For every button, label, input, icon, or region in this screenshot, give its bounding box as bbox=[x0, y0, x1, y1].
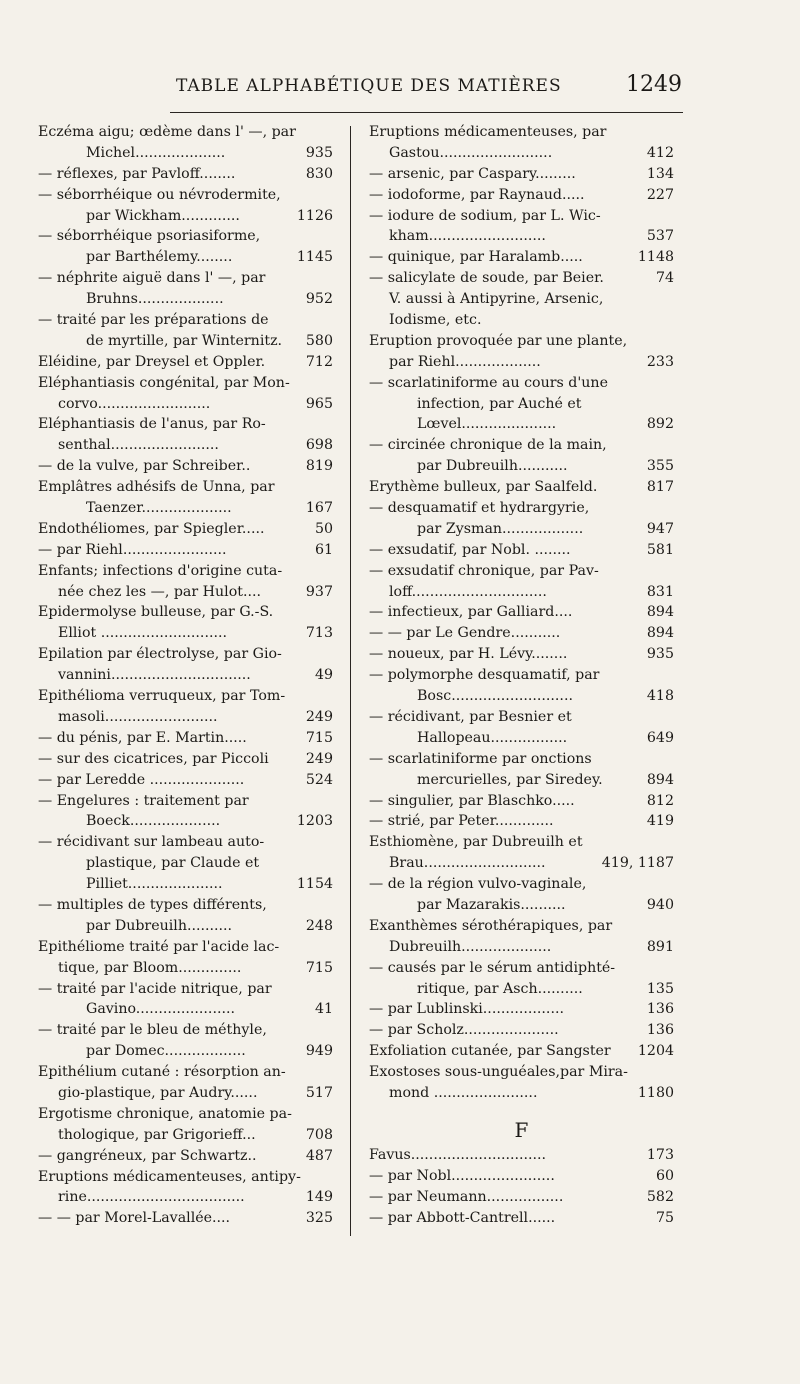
entry-text: Eruptions médicamenteuses, antipy- bbox=[38, 1168, 301, 1185]
entry-text: — du pénis, par E. Martin..... bbox=[38, 729, 247, 746]
index-entry-line bbox=[369, 999, 674, 1020]
entry-page: 149 bbox=[303, 1187, 333, 1208]
index-entry-line bbox=[38, 770, 333, 791]
entry-page: 940 bbox=[644, 895, 674, 916]
index-entry-line bbox=[369, 770, 674, 791]
entry-text: loff.............................. bbox=[389, 583, 547, 600]
entry-text: — par Scholz..................... bbox=[369, 1022, 559, 1039]
entry-page: 819 bbox=[303, 456, 333, 477]
entry-page: 1204 bbox=[635, 1041, 674, 1062]
entry-page: 812 bbox=[644, 791, 674, 812]
entry-page: 249 bbox=[303, 707, 333, 728]
entry-page: 952 bbox=[303, 289, 333, 310]
entry-text: — récidivant sur lambeau auto- bbox=[38, 834, 265, 851]
index-entry-line bbox=[38, 644, 333, 665]
index-entry-line bbox=[38, 1020, 333, 1041]
index-entry-line bbox=[369, 1020, 674, 1041]
entry-text: — exsudatif chronique, par Pav- bbox=[369, 562, 599, 579]
index-entry-line bbox=[369, 832, 674, 853]
entry-page: 61 bbox=[312, 540, 333, 561]
index-entry-line bbox=[369, 143, 674, 164]
entry-text: — traité par les préparations de bbox=[38, 312, 269, 329]
column-divider bbox=[350, 126, 351, 1236]
index-entry-line bbox=[38, 623, 333, 644]
entry-text: Esthiomène, par Dubreuilh et bbox=[369, 834, 583, 851]
entry-text: — — par Le Gendre........... bbox=[369, 625, 561, 642]
entry-text: rine................................... bbox=[58, 1189, 245, 1206]
index-entry-line bbox=[369, 164, 674, 185]
entry-text: — traité par le bleu de méthyle, bbox=[38, 1022, 267, 1039]
index-entry-line bbox=[38, 268, 333, 289]
entry-text: Eczéma aigu; œdème dans l' —, par bbox=[38, 124, 296, 140]
entry-text: née chez les —, par Hulot.... bbox=[58, 583, 261, 600]
right-column bbox=[369, 122, 674, 1228]
entry-text: — de la vulve, par Schreiber.. bbox=[38, 458, 251, 475]
entry-text: Iodisme, etc. bbox=[389, 312, 482, 329]
entry-text: par Domec.................. bbox=[86, 1043, 246, 1060]
entry-text: — Engelures : traitement par bbox=[38, 792, 249, 809]
index-entry-line bbox=[38, 477, 333, 498]
index-entry-line bbox=[369, 958, 674, 979]
entry-text: Ergotisme chronique, anatomie pa- bbox=[38, 1105, 292, 1122]
index-entry-line bbox=[38, 561, 333, 582]
entry-text: — iodure de sodium, par L. Wic- bbox=[369, 207, 601, 224]
entry-text: Pilliet..................... bbox=[86, 876, 223, 893]
index-entry-line bbox=[369, 1083, 674, 1104]
index-entry-line bbox=[38, 226, 333, 247]
index-entry-line bbox=[369, 435, 674, 456]
entry-text: — infectieux, par Galliard.... bbox=[369, 604, 573, 621]
entry-text: Epidermolyse bulleuse, par G.-S. bbox=[38, 604, 274, 621]
section-letter: F bbox=[514, 1117, 529, 1142]
entry-text: Enfants; infections d'origine cuta- bbox=[38, 562, 283, 579]
index-entry-line bbox=[369, 498, 674, 519]
index-entry-line bbox=[38, 728, 333, 749]
index-entry-line bbox=[38, 1187, 333, 1208]
entry-page: 894 bbox=[644, 623, 674, 644]
entry-text: — récidivant, par Besnier et bbox=[369, 708, 572, 725]
left-column bbox=[38, 122, 333, 1229]
entry-text: — par Lublinski.................. bbox=[369, 1001, 564, 1018]
entry-page: 715 bbox=[303, 728, 333, 749]
entry-page: 1148 bbox=[635, 247, 674, 268]
entry-text: Exfoliation cutanée, par Sangster bbox=[369, 1043, 611, 1060]
entry-page: 136 bbox=[644, 1020, 674, 1041]
entry-text: — par Riehl....................... bbox=[38, 541, 227, 558]
entry-page: 894 bbox=[644, 770, 674, 791]
index-entry-line bbox=[369, 665, 674, 686]
index-entry-line bbox=[38, 414, 333, 435]
entry-text: Erythème bulleux, par Saalfeld. bbox=[369, 479, 598, 496]
entry-text: Eruption provoquée par une plante, bbox=[369, 332, 628, 349]
index-entry-line bbox=[369, 1208, 674, 1229]
header-rule bbox=[170, 112, 683, 113]
index-entry-line bbox=[38, 582, 333, 603]
index-entry-line bbox=[369, 582, 674, 603]
entry-text: Gastou......................... bbox=[389, 144, 553, 161]
index-entry-line bbox=[38, 832, 333, 853]
index-entry-line bbox=[369, 122, 674, 143]
entry-text: Lœvel..................... bbox=[417, 416, 557, 433]
entry-text: gio-plastique, par Audry...... bbox=[58, 1084, 258, 1101]
entry-text: — de la région vulvo-vaginale, bbox=[369, 876, 587, 893]
entry-text: plastique, par Claude et bbox=[86, 855, 260, 872]
entry-text: Endothéliomes, par Spiegler..... bbox=[38, 520, 265, 537]
entry-text: — par Abbott-Cantrell...... bbox=[369, 1209, 556, 1226]
entry-page: 487 bbox=[303, 1146, 333, 1167]
entry-page: 75 bbox=[653, 1208, 674, 1229]
entry-page: 949 bbox=[303, 1041, 333, 1062]
index-entry-line bbox=[369, 206, 674, 227]
index-entry-line bbox=[369, 602, 674, 623]
entry-text: mond ....................... bbox=[389, 1084, 538, 1101]
entry-page: 1180 bbox=[635, 1083, 674, 1104]
index-entry-line bbox=[38, 331, 333, 352]
index-entry-line bbox=[38, 1208, 333, 1229]
index-entry-line bbox=[38, 707, 333, 728]
entry-page: 355 bbox=[644, 456, 674, 477]
index-entry-line bbox=[38, 540, 333, 561]
index-entry-line bbox=[38, 435, 333, 456]
index-entry-line bbox=[369, 1062, 674, 1083]
entry-text: masoli......................... bbox=[58, 708, 218, 725]
entry-text: Brau........................... bbox=[389, 855, 546, 872]
index-entry-line bbox=[38, 1041, 333, 1062]
index-entry-line bbox=[369, 394, 674, 415]
entry-page: 50 bbox=[312, 519, 333, 540]
entry-page: 715 bbox=[303, 958, 333, 979]
index-entry-line bbox=[38, 206, 333, 227]
entry-page: 830 bbox=[303, 164, 333, 185]
entry-page: 649 bbox=[644, 728, 674, 749]
index-entry-line bbox=[369, 791, 674, 812]
index-entry-line bbox=[369, 728, 674, 749]
index-entry-line bbox=[38, 164, 333, 185]
entry-text: Epithélium cutané : résorption an- bbox=[38, 1064, 286, 1081]
index-entry-line bbox=[38, 791, 333, 812]
entry-text: corvo......................... bbox=[58, 395, 211, 412]
entry-page: 1154 bbox=[294, 874, 333, 895]
entry-text: Elliot ............................ bbox=[58, 625, 227, 642]
entry-text: Taenzer.................... bbox=[86, 500, 232, 517]
index-entry-line bbox=[38, 247, 333, 268]
entry-text: Eléidine, par Dreysel et Oppler. bbox=[38, 353, 266, 370]
entry-text: — multiples de types différents, bbox=[38, 896, 267, 913]
index-entry-line bbox=[369, 310, 674, 331]
index-entry-line bbox=[38, 895, 333, 916]
index-entry-line bbox=[369, 414, 674, 435]
index-entry-line bbox=[38, 1125, 333, 1146]
entry-text: — par Leredde ..................... bbox=[38, 771, 245, 788]
entry-text: vannini............................... bbox=[58, 667, 251, 684]
entry-page: 49 bbox=[312, 665, 333, 686]
index-entry-line bbox=[369, 623, 674, 644]
index-entry-line bbox=[38, 519, 333, 540]
entry-page: 831 bbox=[644, 582, 674, 603]
entry-text: Bosc........................... bbox=[417, 688, 573, 705]
entry-page: 419 bbox=[644, 811, 674, 832]
index-entry-line bbox=[38, 916, 333, 937]
entry-text: — noueux, par H. Lévy........ bbox=[369, 646, 568, 663]
index-entry-line bbox=[369, 373, 674, 394]
entry-text: par Barthélemy........ bbox=[86, 249, 233, 266]
entry-page: 325 bbox=[303, 1208, 333, 1229]
entry-text: — réflexes, par Pavloff........ bbox=[38, 165, 236, 182]
entry-text: — par Nobl....................... bbox=[369, 1167, 555, 1184]
entry-text: par Mazarakis.......... bbox=[417, 896, 566, 913]
index-entry-line bbox=[38, 874, 333, 895]
entry-text: Bruhns................... bbox=[86, 291, 224, 308]
entry-text: — causés par le sérum antidiphté- bbox=[369, 959, 616, 976]
index-entry-line bbox=[369, 1145, 674, 1166]
entry-page: 537 bbox=[644, 226, 674, 247]
entry-page: 965 bbox=[303, 394, 333, 415]
entry-text: Favus.............................. bbox=[369, 1146, 547, 1163]
index-entry-line bbox=[38, 1062, 333, 1083]
entry-text: — traité par l'acide nitrique, par bbox=[38, 980, 272, 997]
entry-text: par Riehl................... bbox=[389, 353, 541, 370]
entry-text: — par Neumann................. bbox=[369, 1188, 564, 1205]
index-entry-line bbox=[369, 352, 674, 373]
index-entry-line bbox=[369, 561, 674, 582]
index-entry-line bbox=[369, 707, 674, 728]
index-entry-line bbox=[38, 958, 333, 979]
entry-page: 580 bbox=[303, 331, 333, 352]
entry-text: — singulier, par Blaschko..... bbox=[369, 792, 575, 809]
index-entry-line bbox=[38, 602, 333, 623]
entry-text: Michel.................... bbox=[86, 144, 226, 161]
entry-text: — iodoforme, par Raynaud..... bbox=[369, 186, 585, 203]
entry-text: — strié, par Peter............. bbox=[369, 813, 554, 830]
index-entry-line bbox=[38, 937, 333, 958]
entry-page: 817 bbox=[644, 477, 674, 498]
entry-text: Epithélioma verruqueux, par Tom- bbox=[38, 688, 286, 705]
index-entry-line bbox=[369, 1166, 674, 1187]
entry-page: 167 bbox=[303, 498, 333, 519]
index-entry-line bbox=[369, 519, 674, 540]
entry-text: par Dubreuilh........... bbox=[417, 458, 568, 475]
index-entry-line bbox=[369, 185, 674, 206]
entry-text: Hallopeau................. bbox=[417, 729, 568, 746]
index-entry-line bbox=[38, 498, 333, 519]
entry-text: Exanthèmes sérothérapiques, par bbox=[369, 917, 613, 934]
index-entry-line bbox=[369, 289, 674, 310]
entry-page: 894 bbox=[644, 602, 674, 623]
entry-page: 891 bbox=[644, 937, 674, 958]
entry-page: 1126 bbox=[294, 206, 333, 227]
entry-text: — scarlatiniforme au cours d'une bbox=[369, 374, 608, 391]
entry-page: 134 bbox=[644, 164, 674, 185]
entry-text: Boeck.................... bbox=[86, 813, 221, 830]
entry-page: 136 bbox=[644, 999, 674, 1020]
entry-text: kham.......................... bbox=[389, 228, 546, 245]
index-entry-line bbox=[369, 1041, 674, 1062]
entry-text: Exostoses sous-unguéales,par Mira- bbox=[369, 1064, 628, 1081]
index-entry-line bbox=[369, 853, 674, 874]
entry-page: 708 bbox=[303, 1125, 333, 1146]
index-entry-line bbox=[38, 979, 333, 1000]
index-entry-line bbox=[38, 1146, 333, 1167]
index-entry-line bbox=[369, 477, 674, 498]
entry-page: 74 bbox=[653, 268, 674, 289]
header-title: TABLE ALPHABÉTIQUE DES MATIÈRES bbox=[176, 76, 562, 96]
entry-text: Dubreuilh.................... bbox=[389, 938, 552, 955]
entry-page: 227 bbox=[644, 185, 674, 206]
entry-text: par Dubreuilh.......... bbox=[86, 917, 233, 934]
entry-page: 892 bbox=[644, 414, 674, 435]
index-entry-line bbox=[369, 916, 674, 937]
index-entry-line bbox=[369, 874, 674, 895]
index-entry-line bbox=[38, 686, 333, 707]
entry-page: 698 bbox=[303, 435, 333, 456]
index-entry-line bbox=[369, 456, 674, 477]
entry-page: 935 bbox=[303, 143, 333, 164]
index-entry-line bbox=[369, 247, 674, 268]
index-entry-line bbox=[38, 352, 333, 373]
entry-text: — exsudatif, par Nobl. ........ bbox=[369, 541, 571, 558]
entry-page: 418 bbox=[644, 686, 674, 707]
index-entry-line bbox=[38, 665, 333, 686]
entry-page: 248 bbox=[303, 916, 333, 937]
entry-page: 582 bbox=[644, 1187, 674, 1208]
index-entry-line bbox=[369, 540, 674, 561]
entry-page: 419, 1187 bbox=[599, 853, 674, 874]
entry-text: infection, par Auché et bbox=[417, 395, 582, 412]
page-number: 1249 bbox=[626, 72, 682, 97]
running-header bbox=[0, 70, 800, 110]
entry-page: 233 bbox=[644, 352, 674, 373]
entry-text: mercurielles, par Siredey. bbox=[417, 771, 603, 788]
entry-text: senthal........................ bbox=[58, 437, 219, 454]
index-entry-line bbox=[369, 811, 674, 832]
index-entry-line bbox=[38, 122, 333, 143]
entry-page: 412 bbox=[644, 143, 674, 164]
entry-text: ritique, par Asch.......... bbox=[417, 980, 583, 997]
index-entry-line bbox=[38, 1083, 333, 1104]
entry-text: Eléphantiasis de l'anus, par Ro- bbox=[38, 416, 266, 433]
index-entry-line bbox=[38, 1104, 333, 1125]
entry-text: — gangréneux, par Schwartz.. bbox=[38, 1147, 257, 1164]
index-entry-line bbox=[369, 686, 674, 707]
index-entry-line bbox=[38, 185, 333, 206]
entry-page: 41 bbox=[312, 999, 333, 1020]
entry-page: 249 bbox=[303, 749, 333, 770]
entry-text: Eléphantiasis congénital, par Mon- bbox=[38, 374, 290, 391]
entry-text: — séborrhéique psoriasiforme, bbox=[38, 228, 261, 245]
entry-text: Emplâtres adhésifs de Unna, par bbox=[38, 479, 275, 496]
entry-page: 935 bbox=[644, 644, 674, 665]
index-entry-line bbox=[38, 373, 333, 394]
entry-text: — circinée chronique de la main, bbox=[369, 437, 607, 454]
entry-text: thologique, par Grigorieff... bbox=[58, 1126, 256, 1143]
entry-text: — polymorphe desquamatif, par bbox=[369, 667, 600, 684]
entry-page: 937 bbox=[303, 582, 333, 603]
entry-text: — salicylate de soude, par Beier. bbox=[369, 270, 604, 287]
index-entry-line bbox=[38, 310, 333, 331]
entry-page: 713 bbox=[303, 623, 333, 644]
index-entry-line bbox=[369, 226, 674, 247]
entry-text: Eruptions médicamenteuses, par bbox=[369, 124, 607, 140]
index-entry-line bbox=[38, 289, 333, 310]
entry-text: — sur des cicatrices, par Piccoli bbox=[38, 750, 269, 767]
index-entry-line bbox=[369, 1187, 674, 1208]
entry-text: par Zysman.................. bbox=[417, 520, 584, 537]
index-entry-line bbox=[369, 749, 674, 770]
entry-text: Gavino...................... bbox=[86, 1001, 235, 1018]
index-entry-line bbox=[38, 811, 333, 832]
index-entry-line bbox=[369, 979, 674, 1000]
entry-text: — — par Morel-Lavallée.... bbox=[38, 1210, 231, 1227]
entry-text: — néphrite aiguë dans l' —, par bbox=[38, 270, 266, 287]
entry-page: 517 bbox=[303, 1083, 333, 1104]
entry-text: — scarlatiniforme par onctions bbox=[369, 750, 592, 767]
index-entry-line bbox=[369, 644, 674, 665]
entry-text: Epithéliome traité par l'acide lac- bbox=[38, 938, 280, 955]
entry-text: — quinique, par Haralamb..... bbox=[369, 249, 583, 266]
index-entry-line bbox=[38, 143, 333, 164]
entry-page: 1203 bbox=[294, 811, 333, 832]
entry-text: — séborrhéique ou névrodermite, bbox=[38, 186, 281, 203]
index-entry-line bbox=[369, 268, 674, 289]
index-entry-line bbox=[369, 895, 674, 916]
entry-page: 60 bbox=[653, 1166, 674, 1187]
entry-text: tique, par Bloom.............. bbox=[58, 959, 242, 976]
index-entry-line bbox=[369, 331, 674, 352]
entry-page: 524 bbox=[303, 770, 333, 791]
index-entry-line bbox=[38, 456, 333, 477]
entry-text: V. aussi à Antipyrine, Arsenic, bbox=[389, 291, 604, 308]
entry-text: — desquamatif et hydrargyrie, bbox=[369, 500, 590, 517]
entry-text: Epilation par électrolyse, par Gio- bbox=[38, 646, 282, 663]
entry-page: 712 bbox=[303, 352, 333, 373]
entry-page: 173 bbox=[644, 1145, 674, 1166]
entry-page: 947 bbox=[644, 519, 674, 540]
entry-text: de myrtille, par Winternitz. bbox=[86, 332, 283, 349]
entry-text: — arsenic, par Caspary......... bbox=[369, 165, 576, 182]
index-entry-line bbox=[38, 1167, 333, 1188]
entry-page: 135 bbox=[644, 979, 674, 1000]
index-entry-line bbox=[38, 853, 333, 874]
index-entry-line bbox=[369, 937, 674, 958]
entry-text: par Wickham............. bbox=[86, 207, 240, 224]
index-entry-line bbox=[38, 749, 333, 770]
index-entry-line bbox=[38, 394, 333, 415]
index-entry-line bbox=[38, 999, 333, 1020]
entry-page: 1145 bbox=[294, 247, 333, 268]
entry-page: 581 bbox=[644, 540, 674, 561]
